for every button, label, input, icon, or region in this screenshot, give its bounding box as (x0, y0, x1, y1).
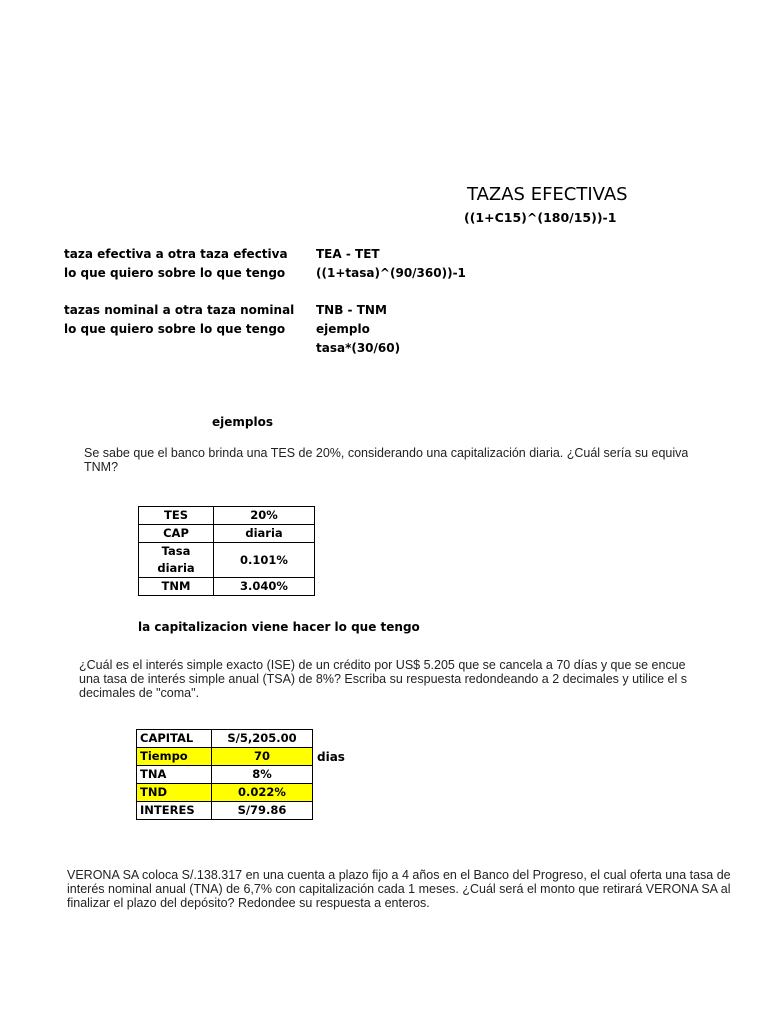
question-1-line2: TNM? (84, 460, 119, 474)
table-row (137, 748, 313, 766)
table2-value-tna: 8% (212, 766, 313, 784)
table2-value-tiempo: 70 (212, 748, 313, 766)
note-line4-left: lo que quiero sobre lo que tengo (64, 322, 286, 336)
question-2-line3: decimales de "coma". (79, 686, 200, 700)
question-2-line2: una tasa de interés simple anual (TSA) de 8%? Escriba su respuesta redondeando a 2 decimales y utilice el s (79, 672, 687, 686)
table2-value-tnd: 0.022% (212, 784, 313, 802)
question-2-line1: ¿Cuál es el interés simple exacto (ISE) de un crédito por US$ 5.205 que se cancela a 70 días y que se encue (79, 658, 686, 672)
table-row (139, 525, 315, 543)
note-line1-left: taza efectiva a otra taza efectiva (64, 247, 288, 261)
table-row (139, 578, 315, 596)
table1-label-tasa-diaria: Tasa diaria (139, 543, 214, 578)
note-line3-right: TNB - TNM (316, 303, 387, 317)
table-row (139, 507, 315, 525)
question-3-line1: VERONA SA coloca S/.138.317 en una cuenta a plazo fijo a 4 años en el Banco del Progreso, el cual oferta una tasa de (67, 868, 731, 882)
table2-label-tna: TNA (137, 766, 212, 784)
table1-label-tes: TES (139, 507, 214, 525)
table2-value-capital: S/5,205.00 (212, 730, 313, 748)
note-line5-right: tasa*(30/60) (316, 341, 401, 355)
table2-label-tnd: TND (137, 784, 212, 802)
note-line4-right: ejemplo (316, 322, 370, 336)
table-row (137, 784, 313, 802)
question-1-line1: Se sabe que el banco brinda una TES de 20%, considerando una capitalización diaria. ¿Cuál sería su equiva (84, 446, 688, 460)
header-formula: ((1+C15)^(180/15))-1 (464, 210, 617, 225)
table-row (139, 543, 315, 578)
table2-label-tiempo: Tiempo (137, 748, 212, 766)
question-3 (67, 868, 735, 910)
table-row (137, 730, 313, 748)
question-2 (79, 658, 688, 700)
table-tes-conversion (138, 506, 315, 596)
table1-label-cap: CAP (139, 525, 214, 543)
table-row (137, 802, 313, 820)
table1-value-cap: diaria (214, 525, 315, 543)
table1-value-tnm: 3.040% (214, 578, 315, 596)
capitalization-note: la capitalizacion viene hacer lo que tengo (138, 620, 420, 634)
question-1 (84, 446, 688, 474)
table-simple-interest (136, 729, 313, 820)
question-3-line2: interés nominal anual (TNA) de 6,7% con capitalización cada 1 meses. ¿Cuál será el monto que retirará VERONA SA al (67, 882, 731, 896)
table1-value-tes: 20% (214, 507, 315, 525)
table-row (137, 766, 313, 784)
table1-value-tasa-diaria: 0.101% (214, 543, 315, 578)
table2-label-capital: CAPITAL (137, 730, 212, 748)
note-line3-left: tazas nominal a otra taza nominal (64, 303, 295, 317)
table2-label-interes: INTERES (137, 802, 212, 820)
note-line2-left: lo que quiero sobre lo que tengo (64, 266, 286, 280)
unit-note-dias: dias (317, 750, 345, 764)
table1-label-tnm: TNM (139, 578, 214, 596)
note-line1-right: TEA - TET (316, 247, 380, 261)
question-3-line3: finalizar el plazo del depósito? Redondee su respuesta a enteros. (67, 896, 430, 910)
table2-value-interes: S/79.86 (212, 802, 313, 820)
examples-label: ejemplos (212, 415, 273, 429)
note-line2-right: ((1+tasa)^(90/360))-1 (316, 266, 466, 280)
page-title: TAZAS EFECTIVAS (467, 184, 628, 205)
